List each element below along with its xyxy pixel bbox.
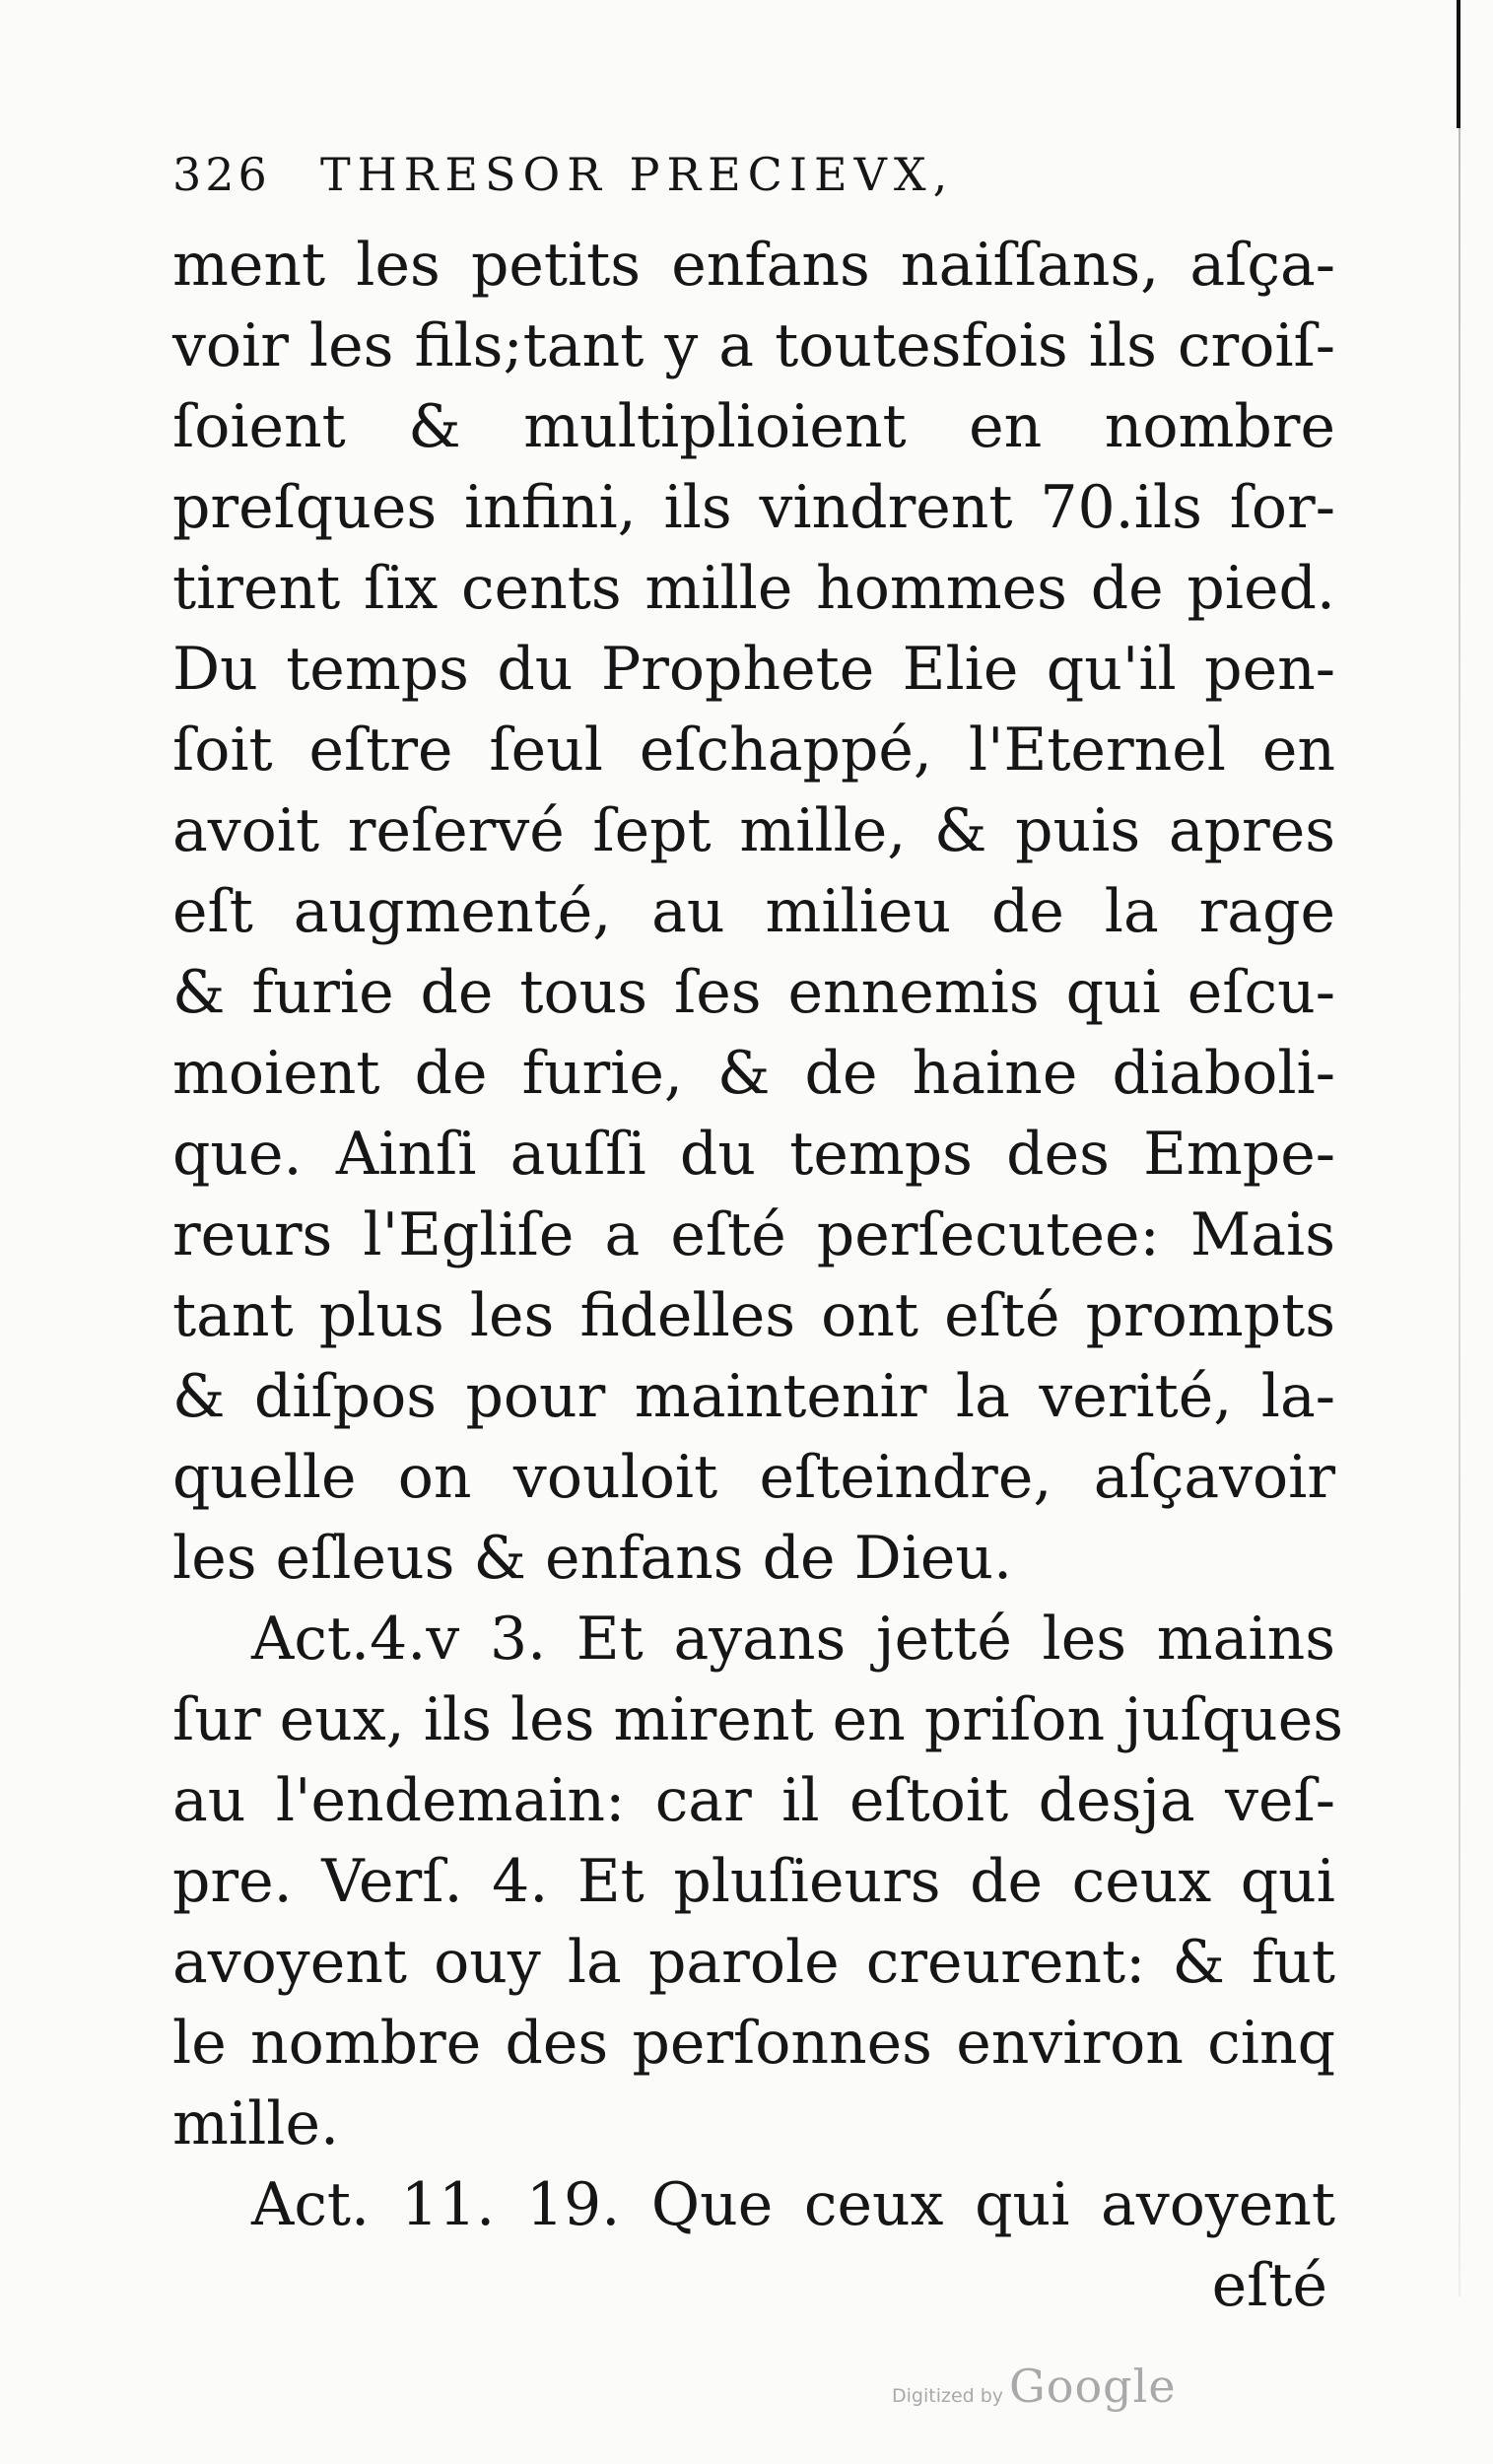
page-edge-rule (1457, 0, 1460, 128)
text-line: quelle on vouloit eſteindre, aſçavoir (172, 1443, 1335, 1512)
text-line: Act. 11. 19. Que ceux qui avoyent (251, 2170, 1335, 2239)
text-line: le nombre des perſonnes environ cinq (172, 2009, 1335, 2078)
text-line: Du temps du Prophete Elie qu'il pen- (172, 635, 1335, 704)
catchword: eſté (1211, 2251, 1327, 2320)
text-line: mille. (172, 2089, 340, 2158)
text-line: moient de furie, & de haine diaboli- (172, 1039, 1335, 1108)
text-line: tirent ſix cents mille hommes de pied. (172, 554, 1335, 623)
page-text (172, 148, 1343, 2326)
text-line: Act.4.v 3. Et ayans jetté les mains (251, 1605, 1335, 1674)
text-line: reurs l'Egliſe a eſté perſecutee: Mais (172, 1200, 1335, 1269)
text-line: ment les petits enfans naiſſans, aſça- (172, 231, 1335, 300)
text-line: avoyent ouy la parole creurent: & fut (172, 1928, 1335, 1997)
text-line: ſur eux, ils les mirent en priſon juſques (172, 1685, 1343, 1754)
text-line: tant plus les fidelles ont eſté prompts (172, 1281, 1335, 1350)
running-header (172, 148, 1335, 225)
text-line: ſoient & multiplioient en nombre (172, 392, 1335, 461)
text-line: que. Ainſi auſſi du temps des Empe- (172, 1120, 1335, 1189)
page-edge-shadow (1459, 128, 1460, 2296)
text-line: & diſpos pour maintenir la verité, la- (172, 1362, 1335, 1431)
text-line: au l'endemain: car il eſtoit desja veſ- (172, 1766, 1335, 1835)
digitization-stamp (892, 2360, 1177, 2413)
text-line: eſt augmenté, au milieu de la rage (172, 877, 1335, 946)
text-line: ſoit eſtre ſeul eſchappé, l'Eternel en (172, 716, 1335, 785)
text-line: voir les fils;tant y a toutesfois ils croiſ- (172, 311, 1335, 380)
stamp-brand: Google (1009, 2360, 1177, 2413)
text-line: avoit reſervé ſept mille, & puis apres (172, 796, 1335, 865)
text-line: preſques infini, ils vindrent 70.ils ſor- (172, 473, 1335, 542)
stamp-prefix: Digitized by (892, 2385, 1004, 2407)
text-line: les eſleus & enfans de Dieu. (172, 1524, 1013, 1593)
text-line: pre. Verſ. 4. Et pluſieurs de ceux qui (172, 1847, 1335, 1916)
page-number: 326 (172, 148, 271, 201)
running-title: THRESOR PRECIEVX, (320, 148, 955, 201)
text-line: & furie de tous ſes ennemis qui eſcu- (172, 958, 1335, 1027)
